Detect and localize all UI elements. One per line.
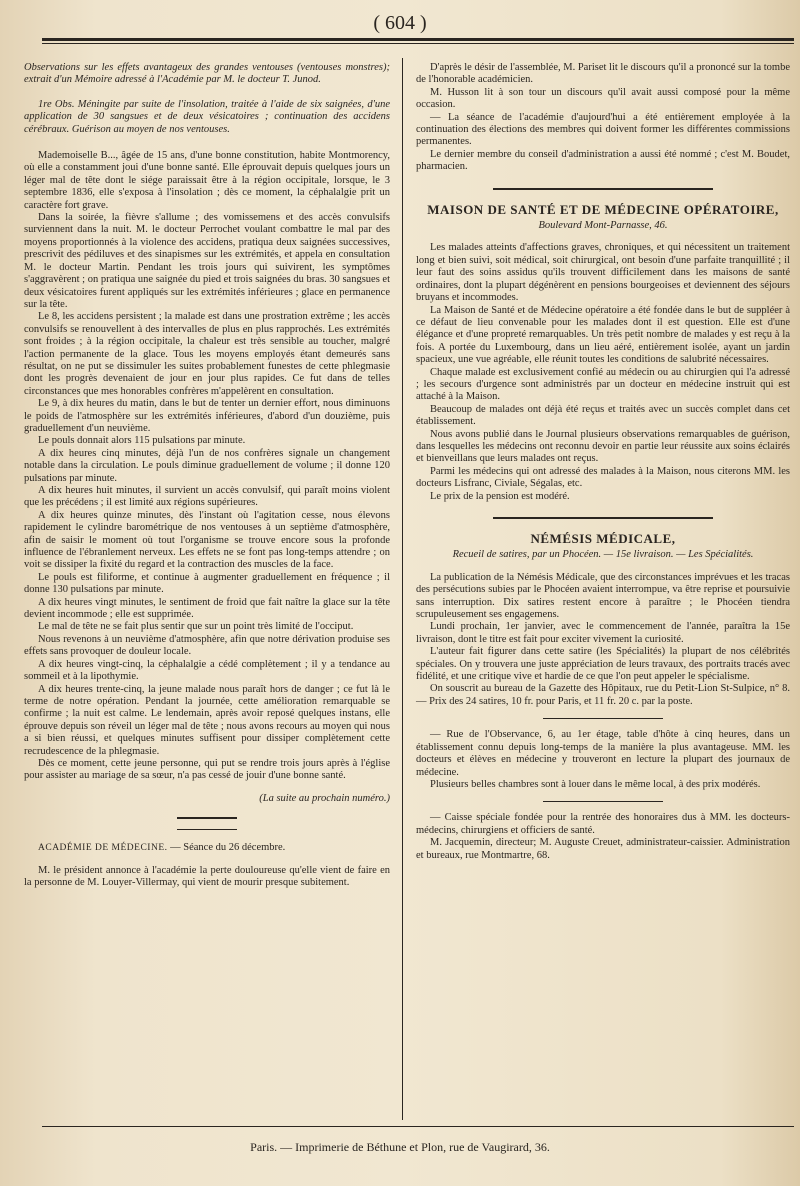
- paragraph: A dix heures vingt-cinq, la céphalalgie a cédé complètement ; il y a tendance au sommeil et à la lipothymie.: [24, 658, 390, 683]
- paragraph: — Rue de l'Observance, 6, au 1er étage, table d'hôte à cinq heures, dans un établissement connu depuis long-temps de la manière la plus avantageuse. MM. les docteurs et élèves en médecine y trouveront en lecture la plupart des journaux de médecine.: [416, 729, 790, 778]
- academie-heading: [24, 842, 390, 854]
- paragraph: Plusieurs belles chambres sont à louer dans le même local, à des prix modérés.: [430, 778, 761, 790]
- paragraph: D'après le désir de l'assemblée, M. Pariset lit le discours qu'il a prononcé sur la tombe de l'honorable académicien.: [416, 62, 790, 86]
- observation-title: 1re Obs. Méningite par suite de l'insolation, traitée à l'aide de six saignées, d'une application de 30 sangsues et de deux vésicatoires ; continuation des accidens cérébraux. Guérison au moyen de nos ventouses.: [24, 98, 390, 135]
- nemesis-subtitle: Recueil de satires, par un Phocéen. — 15e livraison. — Les Spécialités.: [452, 549, 754, 561]
- top-rule: [42, 38, 794, 44]
- paragraph: On souscrit au bureau de la Gazette des Hôpitaux, rue du Petit-Lion St-Sulpice, n° 8. — Prix des 24 satires, 10 fr. pour Paris, et 11 fr. 20 c. par la poste.: [416, 683, 790, 707]
- paragraph: Dès ce moment, cette jeune personne, qui put se rendre trois jours après à l'église pour assister au mariage de sa sœur, n'a pas cessé de jouir d'une bonne santé.: [24, 757, 390, 782]
- maison-title: MAISON DE SANTÉ ET DE MÉDECINE OPÉRATOIRE,: [427, 201, 779, 217]
- footer-rule: [42, 1126, 794, 1127]
- paragraph: Chaque malade est exclusivement confié au médecin ou au chirurgien qui l'a adressé ; les secours d'urgence sont administrés par un docteur en médecine instruit qui est attaché à la Maison.: [416, 366, 790, 403]
- paragraph: Le dernier membre du conseil d'administration a aussi été nommé ; c'est M. Boudet, pharmacien.: [416, 148, 790, 173]
- paragraph: A dix heures vingt minutes, le sentiment de froid que fait naître la glace sur la tête devient incommode ; elle est supprimée.: [24, 596, 390, 621]
- left-column: [24, 62, 390, 889]
- paragraph: Le pouls donnait alors 115 pulsations par minute.: [38, 435, 246, 447]
- paragraph: Nous revenons à un neuvième d'atmosphère, afin que notre dérivation produise ses effets sans provoquer de douleur locale.: [24, 633, 390, 658]
- short-divider: [543, 801, 663, 802]
- paragraph: Beaucoup de malades ont déjà été reçus et traités avec un succès complet dans cet établissement.: [416, 403, 790, 428]
- right-column: [416, 62, 790, 862]
- paragraph: M. Jacquemin, directeur; M. Auguste Creuet, administrateur-caissier. Administration et bureaux, rue Montmartre, 68.: [416, 837, 790, 861]
- paragraph: Dans la soirée, la fièvre s'allume ; des vomissemens et des accès convulsifs surviennent dans la nuit. M. le docteur Perrochet voulant combattre le mal par des moyens proportionnés à la violence des accidens, pratiqua deux saignées successives, prescrivit des pédiluves et des sinapismes sur les extrémités, et appela en consultation M. le docteur Martin. Pendant les trois jours qui suivirent, les symptômes s'aggravèrent ; on pratiqua une saignée du pied et trois saignées du bras. 30 sangsues et deux vésicatoires furent appliqués sur les extrémités inférieures ; glace en permanence sur la tête.: [24, 212, 390, 310]
- academie-label: ACADÉMIE DE MÉDECINE.: [38, 843, 168, 854]
- paragraph: Mademoiselle B..., âgée de 15 ans, d'une bonne constitution, habite Montmorency, où elle a constamment joui d'une bonne santé. Elle éprouvait depuis quelques jours un léger mal de tête dont le siége paraissait être à la région occipitale, lorsque, le 3 septembre 1836, elle s'exposa à l'insolation ; dès ce moment, la céphalalgie prit un caractère fort grave.: [24, 150, 390, 211]
- paragraph: La Maison de Santé et de Médecine opératoire a été fondée dans le but de suppléer à ce défaut de lieu convenable pour les malades dont il est question. Elle est d'une élégance et d'une propreté remarquables. Un très petit nombre de malades y est reçu à la fois. A portée du Luxembourg, dans un lieu aéré, entièrement isolée, ayant un jardin spacieux, une vue agréable, elle réunit toutes les conditions de salubrité nécessaires.: [416, 304, 790, 366]
- section-divider: [493, 517, 713, 519]
- imprint-footer: Paris. — Imprimerie de Béthune et Plon, rue de Vaugirard, 36.: [250, 1140, 550, 1154]
- paragraph: — La séance de l'académie d'aujourd'hui a été entièrement employée à la continuation des élections des membres qui doivent former les différentes commissions permanentes.: [416, 111, 790, 148]
- paragraph: L'auteur fait figurer dans cette satire (les Spécialités) la plupart de nos célébrités spéciales. On y trouvera une juste appréciation de leurs travaux, des portraits tracés avec fidélité, et une critique vive et hardie de ce que l'on peut appeler le spécialisme.: [416, 646, 790, 683]
- paragraph: Parmi les médecins qui ont adressé des malades à la Maison, nous citerons MM. les docteurs Lisfranc, Civiale, Ségalas, etc.: [416, 465, 790, 490]
- nemesis-title: NÉMÉSIS MÉDICALE,: [530, 531, 676, 546]
- section-divider: [493, 188, 713, 190]
- paragraph: A dix heures quinze minutes, dès l'instant où l'agitation cesse, nous élevons rapidement le cylindre barométrique de nos ventouses à un septième d'atmosphère, afin de saisir le moment où tout l'organisme se trouve encore sous la profonde influence de l'ébranlement nerveux. Les effets ne se font pas long-temps attendre ; on voit se dissiper la fixité du regard et la contraction des muscles de la face.: [24, 509, 390, 571]
- paragraph: Le pouls est filiforme, et continue à augmenter graduellement en fréquence ; il donne 130 pulsations par minute.: [24, 571, 390, 596]
- academie-session: — Séance du 26 décembre.: [170, 842, 286, 854]
- article-header: Observations sur les effets avantageux des grandes ventouses (ventouses monstres); extrait d'un Mémoire adressé à l'Académie par M. le docteur T. Junod.: [24, 62, 390, 86]
- paragraph: Le prix de la pension est modéré.: [430, 490, 570, 502]
- paragraph: A dix heures huit minutes, il survient un accès convulsif, qui paraît moins violent que les précédens ; il est limité aux régions supérieures.: [24, 485, 390, 509]
- short-divider: [543, 718, 663, 719]
- academie-paragraph: M. le président annonce à l'académie la perte douloureuse qu'elle vient de faire en la personne de M. Louyer-Villermay, qui vient de mourir presque subitement.: [24, 864, 390, 888]
- page-number: ( 604 ): [373, 12, 427, 34]
- paragraph: Le 9, à dix heures du matin, dans le but de tenter un dernier effort, nous diminuons le poids de l'atmosphère sur les extrémités inférieures, d'abord d'un douzième, puis graduellement d'un neuvième.: [24, 398, 390, 434]
- ornament-divider: [177, 817, 237, 830]
- paragraph: Lundi prochain, 1er janvier, avec le commencement de l'année, paraîtra la 15e livraison, dont le titre est fait pour exciter vivement la curiosité.: [416, 621, 790, 645]
- paragraph: M. Husson lit à son tour un discours qu'il avait aussi composé pour la même occasion.: [416, 86, 790, 111]
- paragraph: La publication de la Némésis Médicale, que des circonstances imprévues et les tracas des persécutions subies par le Phocéen avaient interrompue, va être reprise et poursuivie sans interruption. Dix satires restent encore à paraître ; le Phocéen tiendra scrupuleusement ses engagemens.: [416, 571, 790, 621]
- paragraph: A dix heures cinq minutes, déjà l'un de nos confrères signale un changement notable dans la circulation. Le pouls diminue graduellement de volume ; il donne 120 pulsations par minute.: [24, 447, 390, 484]
- paragraph: Nous avons publié dans le Journal plusieurs observations remarquables de guérison, dans lesquelles les médecins ont reconnu devoir en partie leur réussite aux soins éclairés et bienveillans que leurs malades ont reçus.: [416, 428, 790, 465]
- paragraph: Le 8, les accidens persistent ; la malade est dans une prostration extrême ; les accès convulsifs se renouvellent à des intervalles de plus en plus rapprochés. Les extrémités sont froides ; à la région occipitale, la chaleur est très sensible au toucher, malgré l'action permanente de la glace. Tous les moyens employés étant demeurés sans résultat, on ne put se dissimuler les suites probablement funestes de cette phlegmasie dont les progrès devenaient de jour en jour plus rapides. Ce fut dans de telles circonstances que mes honorables confrères m'appelèrent en consultation.: [24, 311, 390, 397]
- paragraph: A dix heures trente-cinq, la jeune malade nous paraît hors de danger ; ce fut là le terme de notre opération. Pendant la journée, cette amélioration remarquable se confirme ; la nuit est calme. Le lendemain, après avoir reposé quelques instans, elle éprouve depuis son réveil un léger mal de tête ; nous avons recours au moyen qui nous a si bien réussi, et quelques minutes suffisent pour dissiper complètement cette recrudescence de la phlegmasie.: [24, 683, 390, 757]
- paragraph: Le mal de tête ne se fait plus sentir que sur un point très limité de l'occiput.: [38, 621, 354, 633]
- column-rule: [402, 58, 403, 1120]
- paragraph: Les malades atteints d'affections graves, chroniques, et qui nécessitent un traitement long et bien suivi, soit médical, soit chirurgical, ont besoin d'une parfaite tranquillité ; il leur faut des soins assidus qu'ils trouvent difficilement dans les maisons de santé ordinaires, dont la plupart dégénèrent en pensions bourgeoises et deviennent des séjours bruyans et incommodes.: [416, 242, 790, 304]
- maison-address: Boulevard Mont-Parnasse, 46.: [538, 220, 668, 232]
- paragraph: — Caisse spéciale fondée pour la rentrée des honoraires dus à MM. les docteurs-médecins, chirurgiens et officiers de santé.: [416, 812, 790, 836]
- suite-note: (La suite au prochain numéro.): [259, 792, 390, 804]
